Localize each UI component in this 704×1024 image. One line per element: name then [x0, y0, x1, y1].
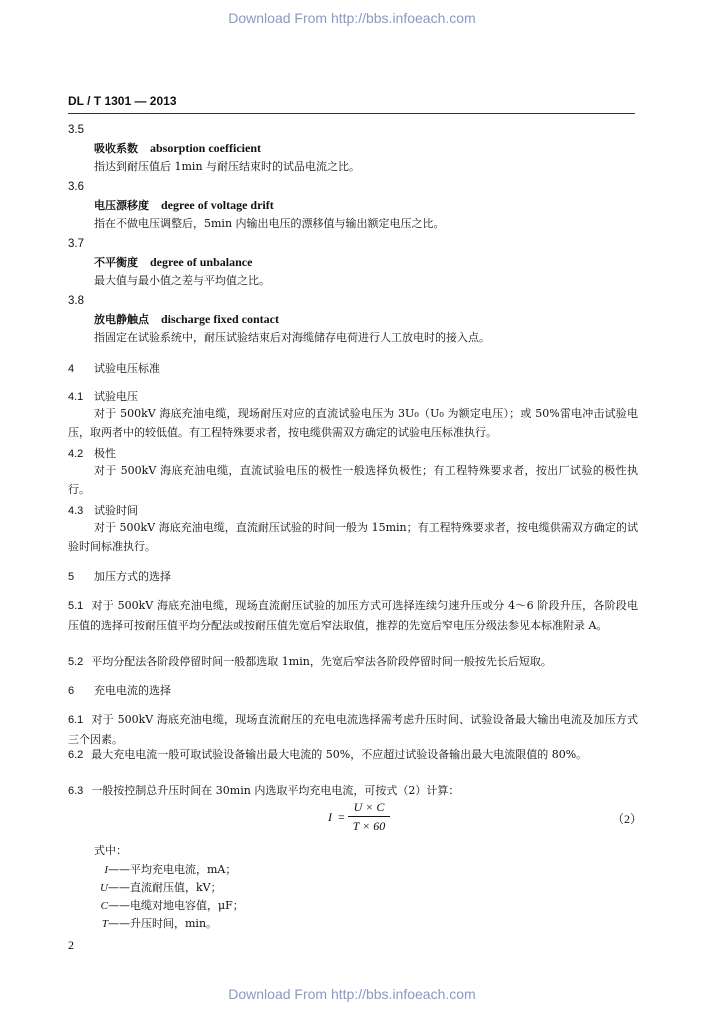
paragraph-number: 6.3 — [68, 785, 84, 797]
term-en: absorption coefficient — [150, 141, 261, 155]
variable-definition — [96, 862, 236, 878]
formula-equals: = — [338, 810, 345, 824]
formula-numerator: U × C — [353, 800, 385, 814]
paragraph-number: 6.1 — [68, 714, 84, 726]
paragraph: 对于 500kV 海底充油电缆，现场耐压对应的直流试验电压为 3U₀（U₀ 为额定电压）；或 50%雷电冲击试验电压，取两者中的较低值。有工程特殊要求者，按电缆供需双方确定的试验电压标准执行。 — [68, 407, 638, 439]
fraction-bar — [348, 816, 390, 817]
term-definition: 最大值与最小值之差与平均值之比。 — [94, 274, 270, 287]
subsection-number: 4.3 — [68, 505, 84, 517]
formula-fraction — [348, 800, 390, 833]
paragraph — [68, 781, 638, 801]
term-zh: 吸收系数 — [94, 142, 138, 155]
section-number: 6 — [68, 685, 75, 697]
term-zh: 电压漂移度 — [94, 199, 149, 212]
formula-tag: （2） — [612, 812, 643, 826]
variable-definition — [96, 898, 244, 914]
paragraph: 对于 500kV 海底充油电缆，直流耐压试验的时间一般为 15min；有工程特殊要求者，按电缆供需双方确定的试验时间标准执行。 — [68, 521, 638, 553]
where-label: 式中： — [94, 844, 127, 857]
term-en: discharge fixed contact — [161, 312, 279, 326]
paragraph-text: 对于 500kV 海底充油电缆，现场直流耐压试验的加压方式可选择连续匀速升压或分 4～6 阶段升压，各阶段电压值的选择可按耐压值平均分配法或按耐压值先宽后窄法取值，推荐的先宽后窄电压分级法参见本标准附录 A。 — [68, 599, 638, 632]
variable-symbol: T — [101, 918, 108, 930]
term-number: 3.8 — [68, 295, 84, 307]
term-title — [94, 141, 261, 156]
paragraph — [68, 745, 638, 765]
watermark-bottom: Download From http://bbs.infoeach.com — [228, 986, 476, 1002]
term-definition: 指达到耐压值后 1min 与耐压结束时的试品电流之比。 — [94, 160, 361, 173]
subsection-title: 试验时间 — [94, 504, 138, 517]
section-number: 5 — [68, 571, 75, 583]
term-number: 3.5 — [68, 124, 84, 136]
variable-desc: ——直流耐压值，kV； — [108, 881, 222, 894]
section-heading — [68, 683, 171, 699]
term-zh: 不平衡度 — [94, 256, 138, 269]
paragraph — [68, 710, 638, 749]
section-heading — [68, 361, 160, 377]
term-number: 3.7 — [68, 238, 84, 250]
section-title: 充电电流的选择 — [94, 684, 171, 697]
term-en: degree of unbalance — [150, 255, 253, 269]
term-title — [94, 255, 252, 270]
paragraph-text: 平均分配法各阶段停留时间一般都选取 1min，先宽后窄法各阶段停留时间一般按先长后短取。 — [91, 655, 552, 668]
term-en: degree of voltage drift — [161, 198, 274, 212]
paragraph-number: 5.1 — [68, 600, 84, 612]
variable-desc: ——平均充电电流，mA； — [108, 863, 237, 876]
term-title — [94, 198, 274, 213]
section-number: 4 — [68, 363, 75, 375]
term-title — [94, 312, 279, 327]
paragraph: 对于 500kV 海底充油电缆，直流试验电压的极性一般选择负极性；有工程特殊要求者，按出厂试验的极性执行。 — [68, 464, 638, 496]
paragraph-number: 6.2 — [68, 749, 84, 761]
variable-desc: ——升压时间，min。 — [108, 917, 218, 930]
variable-desc: ——电缆对地电容值，μF； — [108, 899, 244, 912]
section-heading — [68, 569, 171, 585]
paragraph-text: 对于 500kV 海底充油电缆，现场直流耐压的充电电流选择需考虑升压时间、试验设备最大输出电流及加压方式三个因素。 — [68, 713, 638, 746]
paragraph — [68, 596, 638, 635]
term-definition: 指固定在试验系统中，耐压试验结束后对海缆储存电荷进行人工放电时的接入点。 — [94, 331, 490, 344]
section-title: 试验电压标准 — [94, 362, 160, 375]
subsection-heading — [68, 389, 138, 405]
subsection-number: 4.2 — [68, 448, 84, 460]
subsection-title: 极性 — [94, 447, 116, 460]
variable-definition — [96, 880, 222, 896]
page-number: 2 — [68, 938, 74, 952]
watermark-top: Download From http://bbs.infoeach.com — [228, 10, 476, 26]
section-title: 加压方式的选择 — [94, 570, 171, 583]
variable-symbol: I — [104, 864, 108, 876]
subsection-title: 试验电压 — [94, 390, 138, 403]
subsection-number: 4.1 — [68, 391, 84, 403]
term-number: 3.6 — [68, 181, 84, 193]
subsection-heading — [68, 446, 116, 462]
subsection-heading — [68, 503, 138, 519]
term-zh: 放电静触点 — [94, 313, 149, 326]
paragraph-text: 最大充电电流一般可取试验设备输出最大电流的 50%，不应超过试验设备输出最大电流限值的 80%。 — [91, 748, 588, 761]
formula-denominator: T × 60 — [352, 819, 386, 833]
document-code: DL / T 1301 — 2013 — [68, 94, 177, 108]
header-rule — [68, 113, 635, 114]
variable-definition — [96, 916, 217, 932]
variable-symbol: U — [100, 882, 108, 894]
term-definition: 指在不做电压调整后，5min 内输出电压的漂移值与输出额定电压之比。 — [94, 217, 445, 230]
paragraph-text: 一般按控制总升压时间在 30min 内选取平均充电电流，可按式（2）计算： — [91, 784, 460, 797]
paragraph-number: 5.2 — [68, 656, 84, 668]
paragraph — [68, 652, 638, 672]
formula-lhs: I — [328, 810, 332, 824]
variable-symbol: C — [100, 900, 108, 912]
